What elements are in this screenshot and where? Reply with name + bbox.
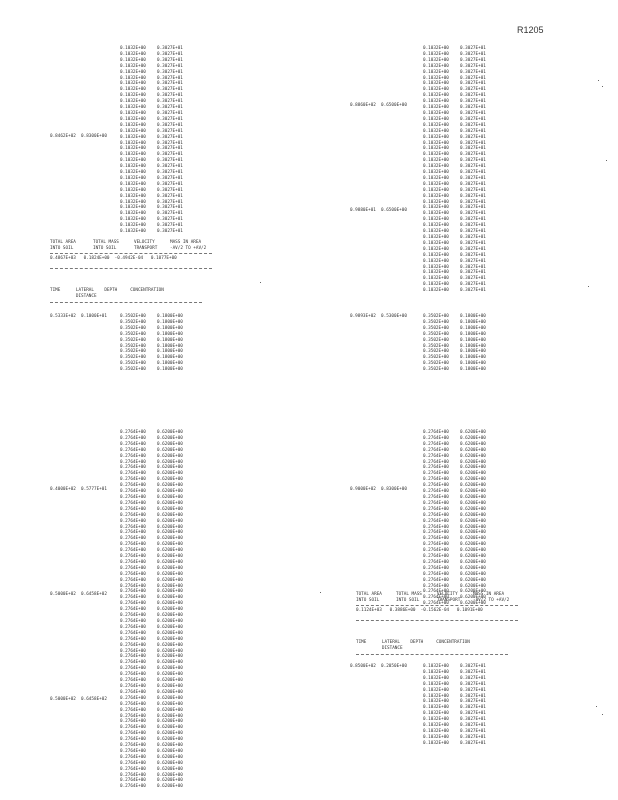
header-velocity: VELOCITY TRANSPORT	[134, 240, 158, 251]
data-column: 0.1032E+00 0.1032E+00 0.1032E+00 0.1032E+00 0.1032E+00 0.1032E+00 0.1032E+00 0.1032E+00 0.1032E+00 0.1032E+00 0.1032E+00 0.1032E+00 0.1032E+00 0.1032E+00 0.1032E+00 0.1032E+00 0.1032E+00 0.1032E+00 0.1032E+00 0.1032E+00 0.1032E+00 0.1032E+00 0.1032E+00 0.1032E+00 0.1032E+00 0.1032E+00 0.1032E+00 0.1032E+00 0.1032E+00 0.1032E+00 0.1032E+00 0.1032E+00 0.1032E+00 0.1032E+00 0.1032E+00 0.1032E+00 0.1032E+00 0.1032E+00 0.1032E+00 0.1032E+00 0.1032E+00 0.1032E+00	[423, 46, 449, 294]
data-column: 0.6200E+00 0.6200E+00 0.6200E+00 0.6200E+00 0.6200E+00 0.6200E+00 0.6200E+00 0.6200E+00 0.6200E+00 0.6200E+00 0.6200E+00 0.6200E+00 0.6200E+00 0.6200E+00 0.6200E+00 0.6200E+00 0.6200E+00 0.6200E+00 0.6200E+00 0.6200E+00 0.6200E+00 0.6200E+00 0.6200E+00 0.6200E+00 0.6200E+00 0.6200E+00 0.6200E+00 0.6200E+00 0.6200E+00 0.6200E+00	[460, 430, 486, 607]
scan-speck	[602, 86, 603, 87]
data-column: 0.2764E+00 0.2764E+00 0.2764E+00 0.2764E+00 0.2764E+00 0.2764E+00 0.2764E+00 0.2764E+00 0.2764E+00 0.2764E+00 0.2764E+00 0.2764E+00 0.2764E+00 0.2764E+00 0.2764E+00 0.2764E+00 0.2764E+00 0.2764E+00 0.2764E+00 0.2764E+00 0.2764E+00 0.2764E+00 0.2764E+00 0.2764E+00 0.2764E+00 0.2764E+00 0.2764E+00 0.2764E+00 0.2764E+00 0.2764E+00 0.2764E+00 0.2764E+00 0.2764E+00 0.2764E+00 0.2764E+00 0.2764E+00 0.2764E+00 0.2764E+00 0.2764E+00 0.2764E+00 0.2764E+00 0.2764E+00 0.2764E+00 0.2764E+00 0.2764E+00 0.2764E+00 0.2764E+00 0.2764E+00 0.2764E+00 0.2764E+00 0.2764E+00 0.2764E+00 0.2764E+00 0.2764E+00 0.2764E+00 0.2764E+00 0.2764E+00 0.2764E+00 0.2764E+00 0.2764E+00 0.2764E+00	[120, 430, 146, 790]
header-rule	[356, 605, 518, 606]
time-label: 0.5000E+02 0.6458E+02	[50, 697, 107, 702]
header-total-area: TOTAL AREA INTO SOIL	[50, 240, 76, 251]
time-label: 0.8860E+02 0.6500E+00	[350, 103, 407, 108]
scan-speck	[598, 80, 599, 81]
header-mass-in-area: MASS IN AREA -AV/2 TO +AV/2	[170, 240, 207, 251]
scan-speck	[606, 160, 607, 161]
scan-speck	[602, 714, 603, 715]
data-column: 0.3502E+00 0.3502E+00 0.3502E+00 0.3502E+00 0.3502E+00 0.3502E+00 0.3502E+00 0.3502E+00 0.3502E+00 0.3502E+00	[120, 314, 146, 373]
header-velocity: VELOCITY TRANSPORT	[437, 592, 461, 603]
scan-speck	[596, 706, 597, 707]
table-header: TIME LATERAL DEPTH CONCENTRATION DISTANCE	[356, 640, 470, 651]
data-column: 0.3027E+01 0.3027E+01 0.3027E+01 0.3027E+01 0.3027E+01 0.3027E+01 0.3027E+01 0.3027E+01 0.3027E+01 0.3027E+01 0.3027E+01 0.3027E+01 0.3027E+01 0.3027E+01 0.3027E+01 0.3027E+01 0.3027E+01 0.3027E+01 0.3027E+01 0.3027E+01 0.3027E+01 0.3027E+01 0.3027E+01 0.3027E+01 0.3027E+01 0.3027E+01 0.3027E+01 0.3027E+01 0.3027E+01 0.3027E+01 0.3027E+01 0.3027E+01 0.3027E+01 0.3027E+01 0.3027E+01 0.3027E+01 0.3027E+01 0.3027E+01 0.3027E+01 0.3027E+01 0.3027E+01 0.3027E+01	[460, 46, 486, 294]
time-label: 0.9880E+01 0.6500E+00	[350, 208, 407, 213]
time-label: 0.9000E+02 0.8300E+00	[350, 487, 407, 492]
scan-speck	[588, 286, 589, 287]
scan-speck	[320, 592, 321, 593]
data-column: 0.6200E+00 0.6200E+00 0.6200E+00 0.6200E+00 0.6200E+00 0.6200E+00 0.6200E+00 0.6200E+00 0.6200E+00 0.6200E+00 0.6200E+00 0.6200E+00 0.6200E+00 0.6200E+00 0.6200E+00 0.6200E+00 0.6200E+00 0.6200E+00 0.6200E+00 0.6200E+00 0.6200E+00 0.6200E+00 0.6200E+00 0.6200E+00 0.6200E+00 0.6200E+00 0.6200E+00 0.6200E+00 0.6200E+00 0.6200E+00 0.6200E+00 0.6200E+00 0.6200E+00 0.6200E+00 0.6200E+00 0.6200E+00 0.6200E+00 0.6200E+00 0.6200E+00 0.6200E+00 0.6200E+00 0.6200E+00 0.6200E+00 0.6200E+00 0.6200E+00 0.6200E+00 0.6200E+00 0.6200E+00 0.6200E+00 0.6200E+00 0.6200E+00 0.6200E+00 0.6200E+00 0.6200E+00 0.6200E+00 0.6200E+00 0.6200E+00 0.6200E+00 0.6200E+00 0.6200E+00 0.6200E+00	[157, 430, 183, 790]
table-header: TIME LATERAL DEPTH CONCENTRATION DISTANCE	[50, 288, 164, 299]
data-column: 0.3027E+01 0.3027E+01 0.3027E+01 0.3027E+01 0.3027E+01 0.3027E+01 0.3027E+01 0.3027E+01 0.3027E+01 0.3027E+01 0.3027E+01 0.3027E+01 0.3027E+01 0.3027E+01 0.3027E+01 0.3027E+01 0.3027E+01 0.3027E+01 0.3027E+01 0.3027E+01 0.3027E+01 0.3027E+01 0.3027E+01 0.3027E+01 0.3027E+01 0.3027E+01 0.3027E+01 0.3027E+01 0.3027E+01 0.3027E+01 0.3027E+01 0.3027E+01	[157, 46, 183, 235]
data-column: 0.3027E+01 0.3027E+01 0.3027E+01 0.3027E+01 0.3027E+01 0.3027E+01 0.3027E+01 0.3027E+01 0.3027E+01 0.3027E+01 0.3027E+01 0.3027E+01 0.3027E+01 0.3027E+01	[460, 664, 486, 746]
header-rule	[50, 253, 212, 254]
summary-values: 0.1124E+03 0.3886E+00 -0.1562E-04 0.1091E+00	[356, 608, 483, 613]
scan-speck	[260, 282, 261, 283]
header-total-area: TOTAL AREA INTO SOIL	[356, 592, 382, 603]
data-column: 0.1800E+00 0.1800E+00 0.1800E+00 0.1800E+00 0.1800E+00 0.1800E+00 0.1800E+00 0.1800E+00 0.1800E+00 0.1800E+00	[157, 314, 183, 373]
header-total-mass: TOTAL MASS INTO SOIL	[93, 240, 119, 251]
time-label: 0.5000E+02 0.6458E+02	[50, 592, 107, 597]
page-id: R1205	[517, 25, 544, 35]
data-column: 0.1032E+00 0.1032E+00 0.1032E+00 0.1032E+00 0.1032E+00 0.1032E+00 0.1032E+00 0.1032E+00 0.1032E+00 0.1032E+00 0.1032E+00 0.1032E+00 0.1032E+00 0.1032E+00	[423, 664, 449, 746]
time-label: 0.8500E+02 0.2050E+00	[350, 664, 407, 669]
time-label: 0.9893E+02 0.5300E+00	[350, 314, 407, 319]
header-rule	[356, 654, 508, 655]
time-label: 0.8462E+02 0.8300E+00	[50, 134, 107, 139]
data-column: 0.1800E+00 0.1800E+00 0.1800E+00 0.1800E+00 0.1800E+00 0.1800E+00 0.1800E+00 0.1800E+00 0.1800E+00 0.1800E+00	[460, 314, 486, 373]
section-rule	[356, 620, 518, 621]
header-total-mass: TOTAL MASS INTO SOIL	[396, 592, 422, 603]
time-label: 0.5333E+02 0.1000E+01	[50, 314, 107, 319]
data-column: 0.2764E+00 0.2764E+00 0.2764E+00 0.2764E+00 0.2764E+00 0.2764E+00 0.2764E+00 0.2764E+00 0.2764E+00 0.2764E+00 0.2764E+00 0.2764E+00 0.2764E+00 0.2764E+00 0.2764E+00 0.2764E+00 0.2764E+00 0.2764E+00 0.2764E+00 0.2764E+00 0.2764E+00 0.2764E+00 0.2764E+00 0.2764E+00 0.2764E+00 0.2764E+00 0.2764E+00 0.2764E+00 0.2764E+00 0.2764E+00	[423, 430, 449, 607]
data-column: 0.1032E+00 0.1032E+00 0.1032E+00 0.1032E+00 0.1032E+00 0.1032E+00 0.1032E+00 0.1032E+00 0.1032E+00 0.1032E+00 0.1032E+00 0.1032E+00 0.1032E+00 0.1032E+00 0.1032E+00 0.1032E+00 0.1032E+00 0.1032E+00 0.1032E+00 0.1032E+00 0.1032E+00 0.1032E+00 0.1032E+00 0.1032E+00 0.1032E+00 0.1032E+00 0.1032E+00 0.1032E+00 0.1032E+00 0.1032E+00 0.1032E+00 0.1032E+00	[120, 46, 146, 235]
summary-values: 0.4867E+03 0.1824E+00 -0.4942E-04 0.1077E+00	[50, 256, 177, 261]
time-label: 0.4000E+02 0.5777E+01	[50, 487, 107, 492]
data-column: 0.3502E+00 0.3502E+00 0.3502E+00 0.3502E+00 0.3502E+00 0.3502E+00 0.3502E+00 0.3502E+00 0.3502E+00 0.3502E+00	[423, 314, 449, 373]
header-mass-in-area: MASS IN AREA -AV/2 TO +AV/2	[473, 592, 510, 603]
section-rule	[50, 268, 212, 269]
header-rule	[50, 302, 202, 303]
